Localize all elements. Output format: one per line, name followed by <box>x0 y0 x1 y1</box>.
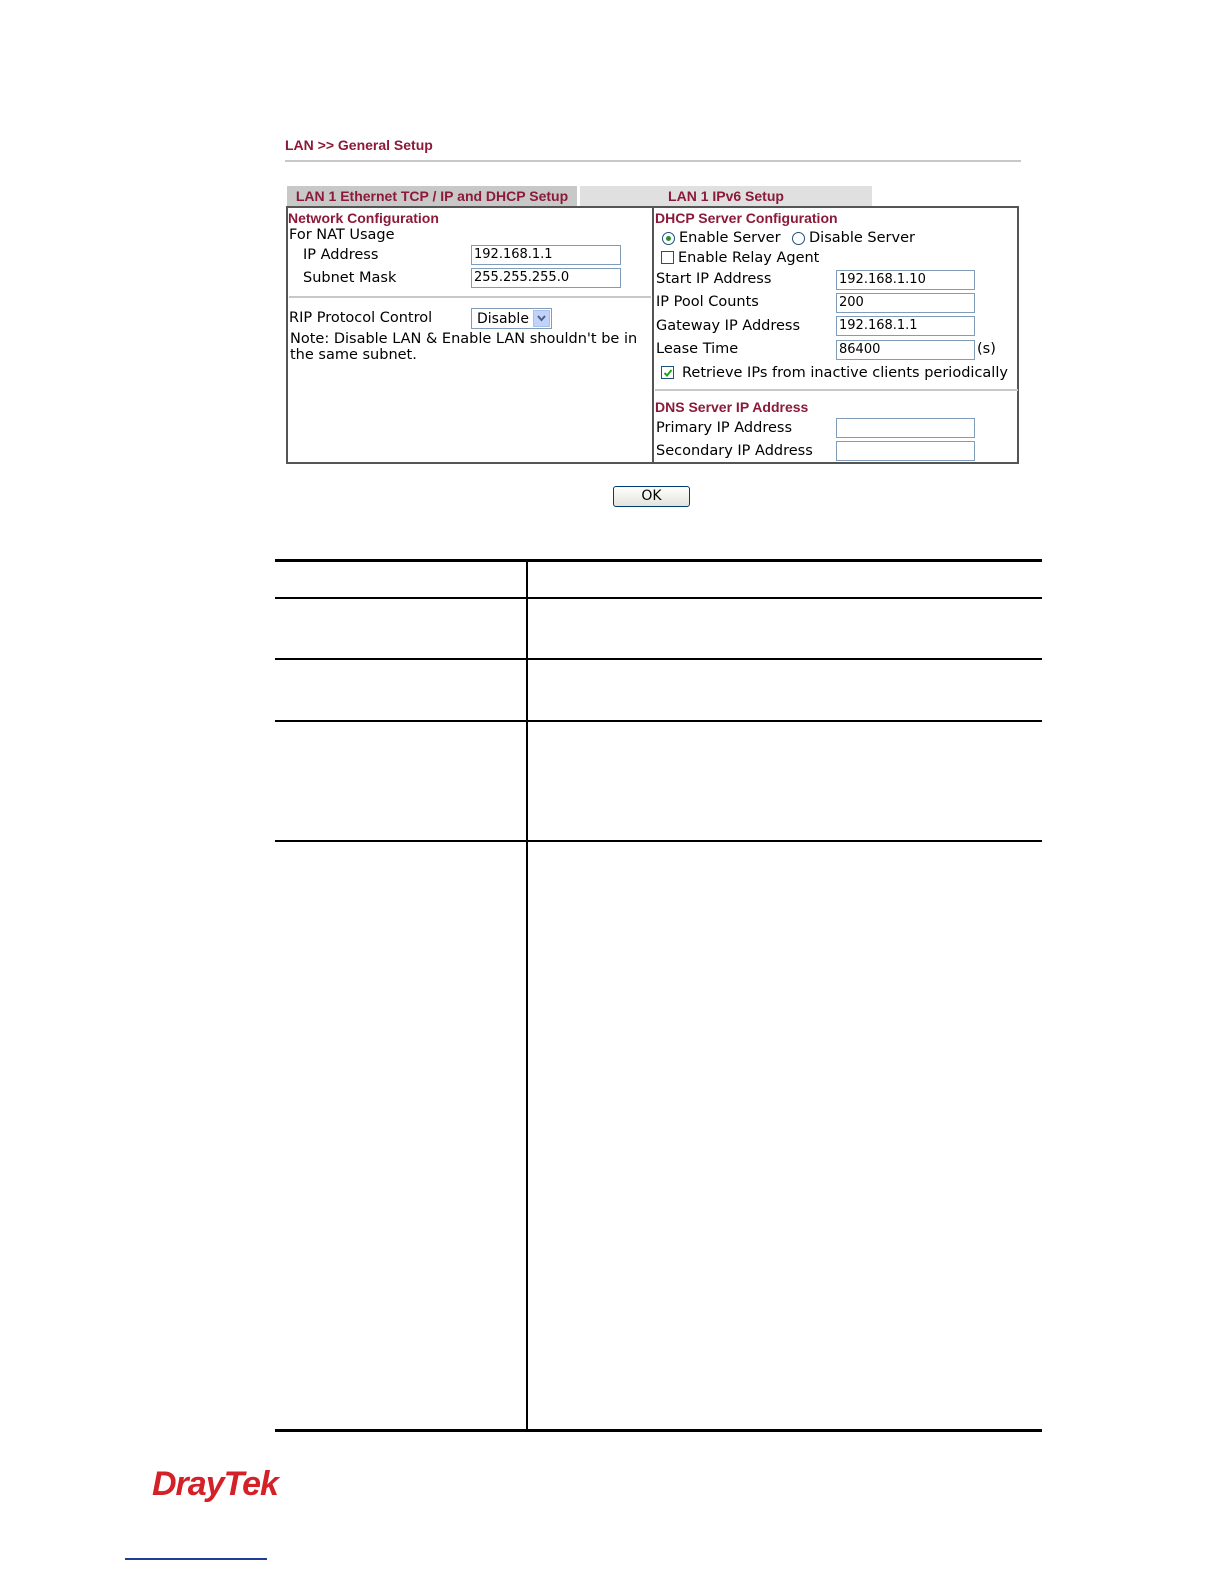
note-line-2: the same subnet. <box>290 347 417 363</box>
rip-protocol-value: Disable <box>477 311 529 327</box>
page-title: LAN >> General Setup <box>285 137 433 153</box>
secondary-dns-input[interactable] <box>836 441 975 461</box>
tab-lan1-ipv6[interactable]: LAN 1 IPv6 Setup <box>580 186 872 206</box>
ok-button[interactable]: OK <box>613 486 690 507</box>
ip-pool-input[interactable]: 200 <box>836 293 975 313</box>
ip-address-label: IP Address <box>303 247 379 263</box>
rip-protocol-select[interactable] <box>471 308 552 329</box>
primary-dns-label: Primary IP Address <box>656 420 793 436</box>
lease-time-input[interactable]: 86400 <box>836 340 975 360</box>
gateway-ip-label: Gateway IP Address <box>656 318 801 334</box>
disable-server-radio[interactable] <box>792 232 805 245</box>
secondary-dns-label: Secondary IP Address <box>656 443 813 459</box>
footer-rule <box>125 1558 267 1560</box>
retrieve-ips-label: Retrieve IPs from inactive clients periodically <box>682 365 1008 381</box>
table-bottom-border <box>275 1429 1042 1432</box>
table-row-divider <box>275 720 1042 722</box>
ip-address-input[interactable]: 192.168.1.1 <box>471 245 621 265</box>
lease-time-label: Lease Time <box>656 341 739 357</box>
nat-usage-label: For NAT Usage <box>289 227 395 243</box>
tab-lan1-ethernet[interactable]: LAN 1 Ethernet TCP / IP and DHCP Setup <box>287 186 577 206</box>
note-line-1: Note: Disable LAN & Enable LAN shouldn't be in <box>290 331 638 347</box>
retrieve-ips-checkbox[interactable] <box>661 366 674 379</box>
table-column-divider <box>526 561 528 1430</box>
relay-agent-label: Enable Relay Agent <box>678 250 820 266</box>
subnet-mask-label: Subnet Mask <box>303 270 397 286</box>
table-top-border <box>275 559 1042 562</box>
table-row-divider <box>275 597 1042 599</box>
chevron-down-icon[interactable] <box>533 310 550 327</box>
dhcp-section-divider <box>655 389 1018 391</box>
disable-server-label: Disable Server <box>809 230 915 246</box>
ip-pool-label: IP Pool Counts <box>656 294 759 310</box>
gateway-ip-input[interactable]: 192.168.1.1 <box>836 316 975 336</box>
lease-time-unit: (s) <box>977 341 996 357</box>
network-config-title: Network Configuration <box>288 210 439 226</box>
panel-column-divider <box>652 208 654 464</box>
table-row-divider <box>275 840 1042 842</box>
relay-agent-checkbox[interactable] <box>661 251 674 264</box>
start-ip-label: Start IP Address <box>656 271 772 287</box>
dns-config-title: DNS Server IP Address <box>655 399 809 415</box>
enable-server-radio[interactable] <box>662 232 675 245</box>
rip-protocol-label: RIP Protocol Control <box>289 310 433 326</box>
dhcp-config-title: DHCP Server Configuration <box>655 210 838 226</box>
enable-server-label: Enable Server <box>679 230 781 246</box>
checkmark-icon <box>663 368 673 378</box>
primary-dns-input[interactable] <box>836 418 975 438</box>
table-row-divider <box>275 658 1042 660</box>
start-ip-input[interactable]: 192.168.1.10 <box>836 270 975 290</box>
subnet-mask-input[interactable]: 255.255.255.0 <box>471 268 621 288</box>
draytek-logo: DrayTek <box>152 1465 278 1503</box>
title-divider <box>285 160 1021 162</box>
network-section-divider <box>289 296 651 298</box>
